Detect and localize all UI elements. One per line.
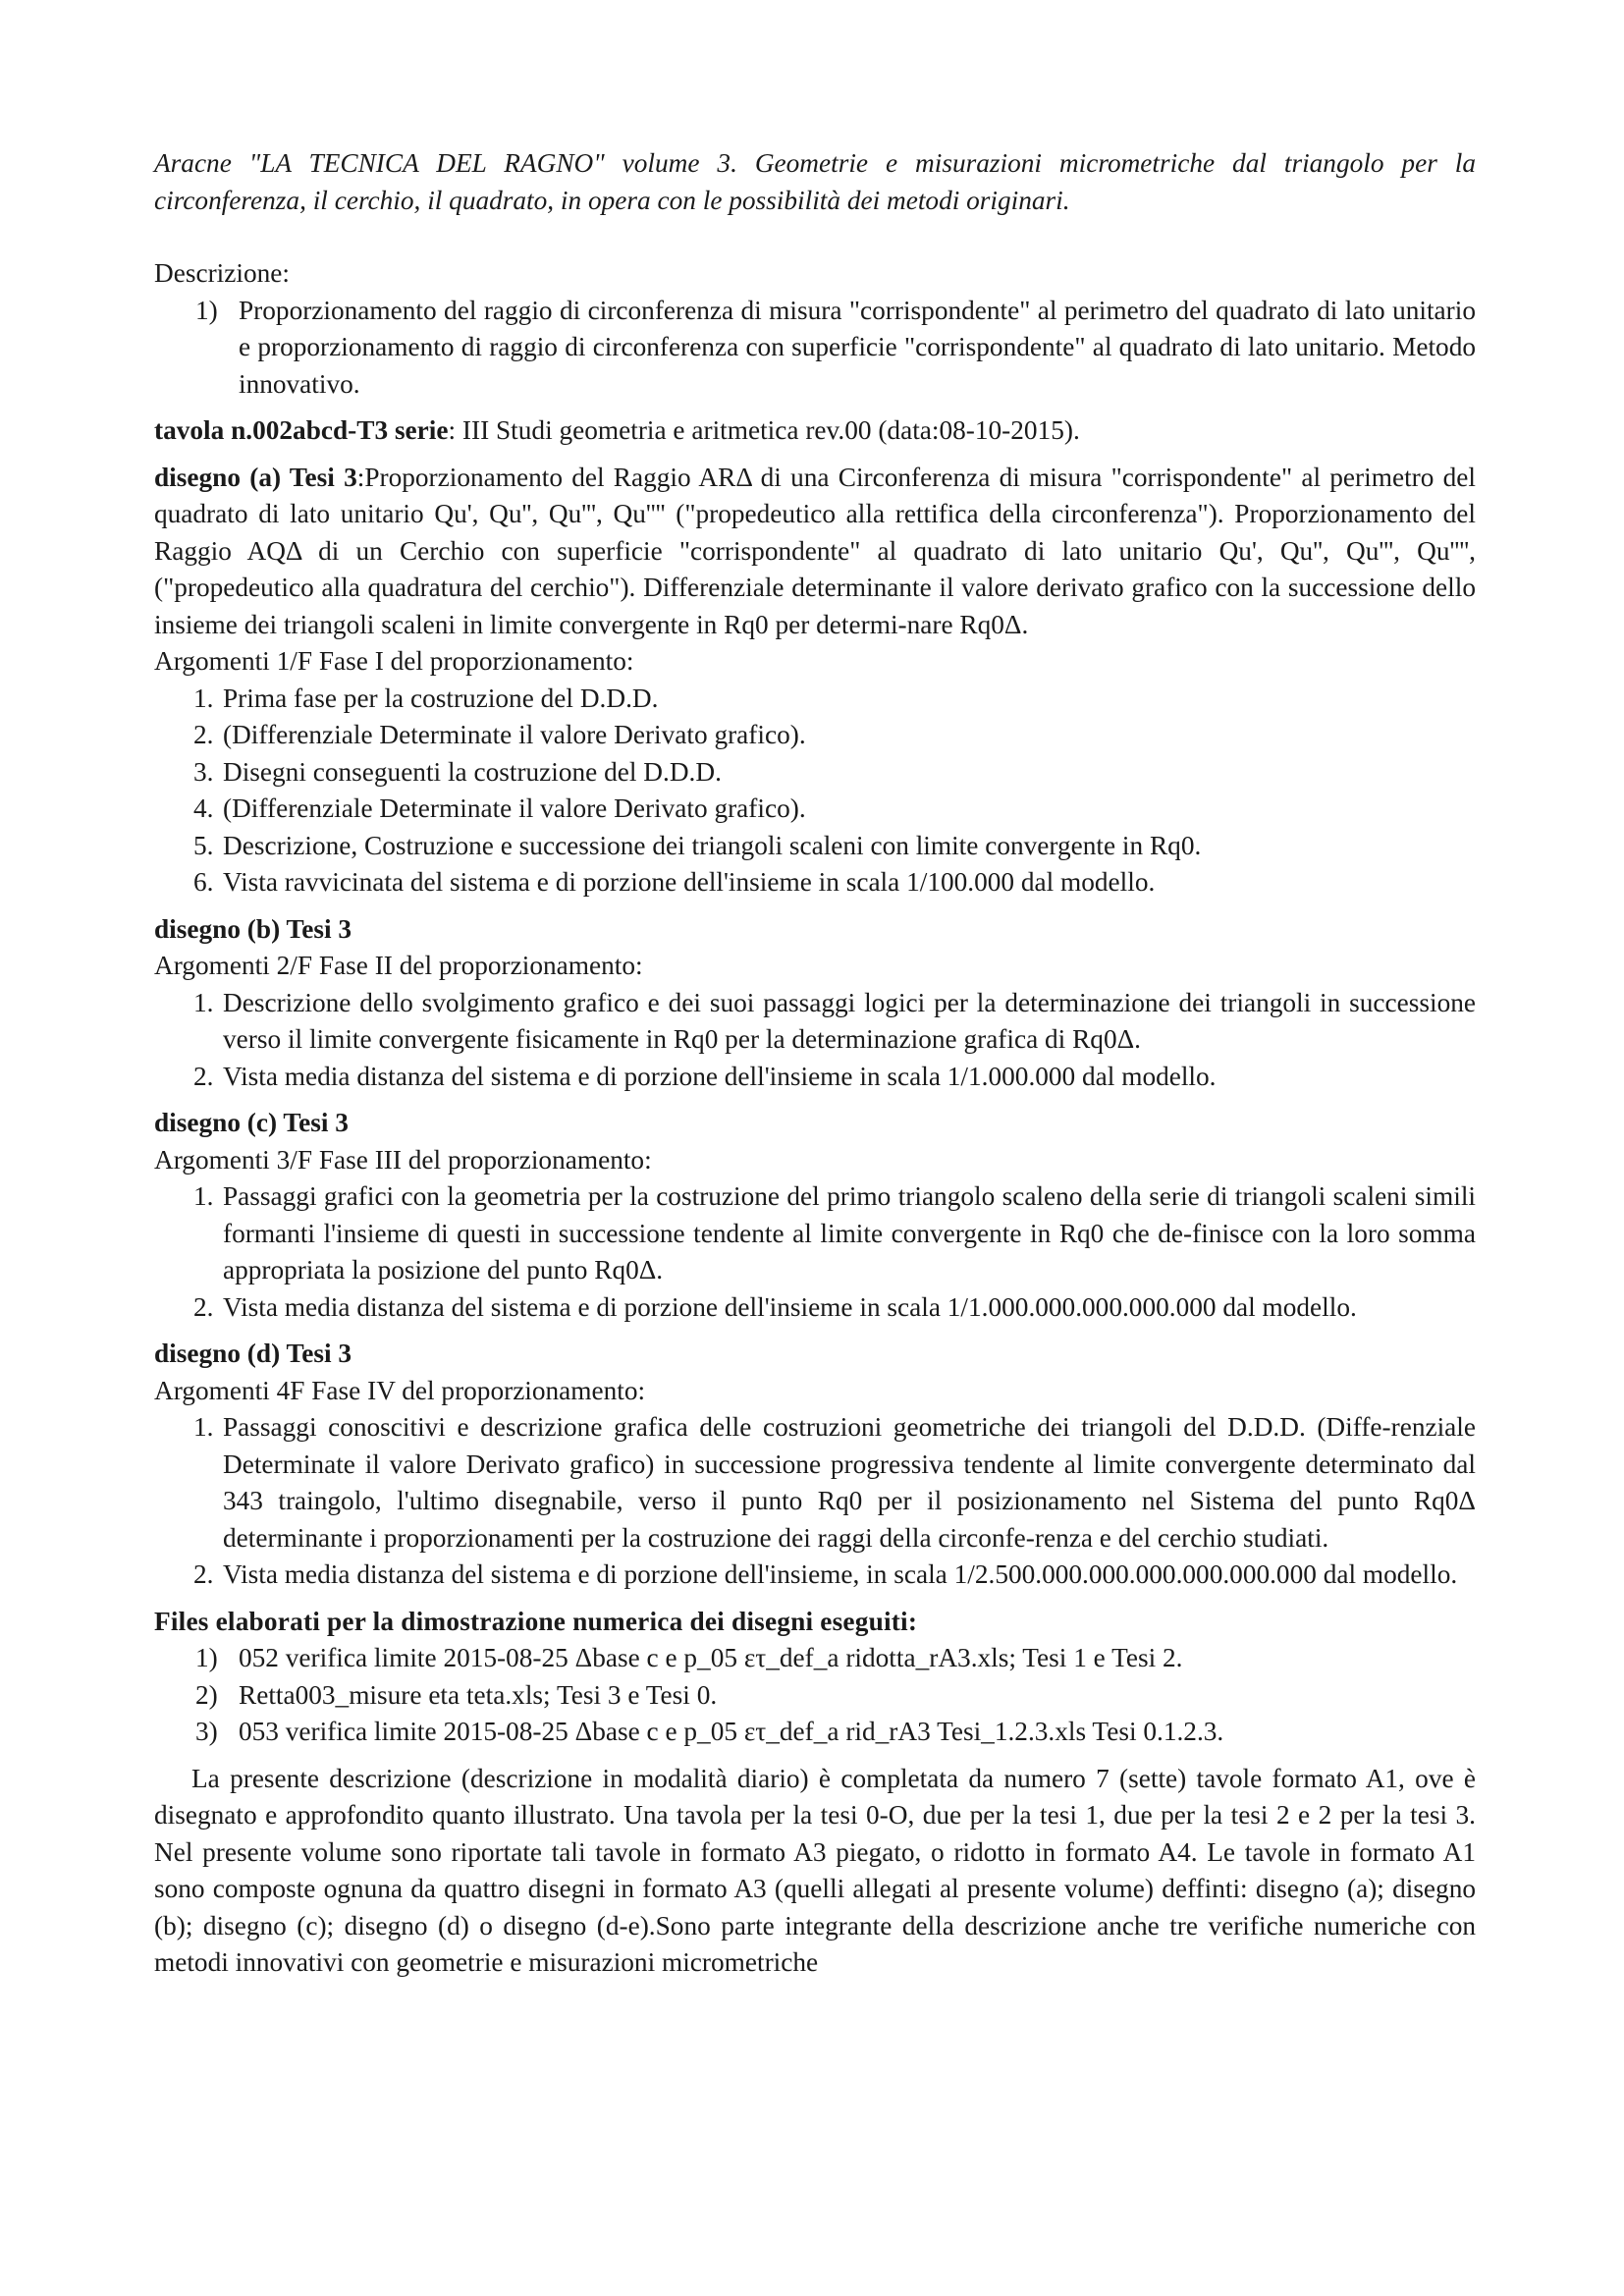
list-number: 1. bbox=[193, 1412, 214, 1442]
document-page bbox=[154, 145, 1476, 1982]
descrizione-label: Descrizione: bbox=[154, 258, 290, 288]
list-text: (Differenziale Determinate il valore Derivato grafico). bbox=[223, 720, 806, 749]
list-text: Descrizione dello svolgimento grafico e dei suoi passaggi logici per la determinazione dei triangoli in successione verso il limite convergente fisicamente in Rq0 per la determinazione grafica di Rq0Δ. bbox=[223, 987, 1476, 1054]
list-number: 1) bbox=[195, 295, 218, 325]
disegno-a-text: :Proporzionamento del Raggio ARΔ di una Circonferenza di misura "corrispondente" al perimetro del quadrato di lato unitario Qu', Qu'', Qu''', Qu'''' ("propedeutico alla rettifica della circonferenza"). Proporzionamento del Raggio AQΔ di un Cerchio con superficie "corrispondente" al quadrato di lato unitario Qu', Qu'', Qu''', Qu'''', ("propedeutico alla quadratura del cerchio"). Differenziale determinante il valore derivato grafico con la successione dello insieme dei triangoli scaleni in limite convergente in Rq0 per determi-nare Rq0Δ. bbox=[154, 462, 1476, 639]
list-text: Descrizione, Costruzione e successione dei triangoli scaleni con limite convergente in Rq0. bbox=[223, 830, 1202, 860]
files-heading: Files elaborati per la dimostrazione numerica dei disegni eseguiti: bbox=[154, 1606, 918, 1636]
list-item bbox=[195, 1714, 1476, 1751]
list-text: 053 verifica limite 2015-08-25 Δbase c e p_05 ετ_def_a rid_rA3 Tesi_1.2.3.xls Tesi 0.1.2.3. bbox=[239, 1717, 1224, 1746]
disegno-d-list bbox=[154, 1409, 1476, 1594]
list-number: 2. bbox=[193, 720, 214, 749]
disegno-b-heading: disegno (b) Tesi 3 bbox=[154, 913, 352, 944]
list-text: (Differenziale Determinate il valore Derivato grafico). bbox=[223, 793, 806, 823]
disegno-d-args: Argomenti 4F Fase IV del proporzionamento: bbox=[154, 1375, 646, 1405]
disegno-a-args: Argomenti 1/F Fase I del proporzionamento: bbox=[154, 646, 634, 676]
list-number: 3) bbox=[195, 1717, 218, 1746]
list-text: Vista media distanza del sistema e di porzione dell'insieme in scala 1/1.000.000 dal modello. bbox=[223, 1061, 1217, 1091]
list-number: 1. bbox=[193, 1181, 214, 1211]
list-text: Passaggi grafici con la geometria per la costruzione del primo triangolo scaleno della serie di triangoli scaleni simili formanti l'insieme di questi in successione tendente al limite convergente in Rq0 che de-finisce con la loro somma appropriata la posizione del punto Rq0Δ. bbox=[223, 1181, 1476, 1285]
list-text: Retta003_misure eta teta.xls; Tesi 3 e Tesi 0. bbox=[239, 1679, 718, 1710]
files-list bbox=[154, 1640, 1476, 1751]
disegno-b-args: Argomenti 2/F Fase II del proporzionamento: bbox=[154, 951, 643, 980]
list-text: Vista media distanza del sistema e di porzione dell'insieme, in scala 1/2.500.000.000.000.000.000.000 dal modello. bbox=[223, 1559, 1458, 1589]
disegno-d-heading: disegno (d) Tesi 3 bbox=[154, 1339, 352, 1368]
tavola-line bbox=[154, 412, 1476, 450]
list-item bbox=[193, 681, 1476, 718]
disegno-c-list bbox=[154, 1178, 1476, 1326]
list-item bbox=[195, 1640, 1476, 1677]
tavola-rest: : III Studi geometria e aritmetica rev.00 (data:08-10-2015). bbox=[448, 415, 1080, 445]
closing-paragraph: La presente descrizione (descrizione in modalità diario) è completata da numero 7 (sette) tavole formato A1, ove è disegnato e approfondito quanto illustrato. Una tavola per la tesi 0-O, due per la tesi 1, due per la tesi 2 e 2 per la tesi 3. Nel presente volume sono riportate tali tavole in formato A3 piegato, o ridotto in formato A4. Le tavole in formato A1 sono composte ognuna da quattro disegni in formato A3 (quelli allegati al presente volume) deffinti: disegno (a); disegno (b); disegno (c); disegno (d) o disegno (d-e).Sono parte integrante della descrizione anche tre verifiche numeriche con metodi innovativi con geometrie e misurazioni micrometriche bbox=[154, 1763, 1476, 1977]
list-text: 052 verifica limite 2015-08-25 Δbase c e p_05 ετ_def_a ridotta_rA3.xls; Tesi 1 e Tesi 2. bbox=[239, 1643, 1183, 1672]
list-number: 4. bbox=[193, 793, 214, 823]
list-item bbox=[193, 754, 1476, 792]
list-item bbox=[193, 864, 1476, 902]
intro-paragraph: Aracne "LA TECNICA DEL RAGNO" volume 3. Geometrie e misurazioni micrometriche dal triangolo per la circonferenza, il cerchio, il quadrato, in opera con le possibilità dei metodi originari. bbox=[154, 148, 1476, 215]
list-number: 2. bbox=[193, 1061, 214, 1091]
list-number: 2. bbox=[193, 1559, 214, 1589]
list-number: 5. bbox=[193, 830, 214, 860]
list-number: 2) bbox=[195, 1679, 218, 1710]
disegno-a-heading: disegno (a) Tesi 3 bbox=[154, 462, 357, 492]
list-number: 3. bbox=[193, 756, 214, 787]
list-text: Proporzionamento del raggio di circonferenza di misura "corrispondente" al perimetro del quadrato di lato unitario e proporzionamento di raggio di circonferenza con superficie "corrispondente" al quadrato di lato unitario. Metodo innovativo. bbox=[239, 295, 1476, 399]
list-item bbox=[193, 1059, 1476, 1096]
disegno-b-list bbox=[154, 985, 1476, 1096]
list-item bbox=[195, 1677, 1476, 1715]
list-number: 1. bbox=[193, 987, 214, 1017]
list-number: 1. bbox=[193, 683, 214, 713]
list-item bbox=[193, 1289, 1476, 1327]
list-item bbox=[195, 293, 1476, 404]
disegno-c-args: Argomenti 3/F Fase III del proporzionamento: bbox=[154, 1144, 652, 1175]
list-item bbox=[193, 1178, 1476, 1289]
list-text: Disegni conseguenti la costruzione del D.D.D. bbox=[223, 756, 722, 787]
list-item bbox=[193, 985, 1476, 1059]
list-item bbox=[193, 828, 1476, 865]
list-number: 2. bbox=[193, 1291, 214, 1322]
list-item bbox=[193, 1409, 1476, 1557]
list-text: Passaggi conoscitivi e descrizione grafica delle costruzioni geometriche dei triangoli del D.D.D. (Diffe-renziale Determinate il valore Derivato grafico) in successione progressiva tendente al limite convergente determinato dal 343 traingolo, l'ultimo disegnabile, verso il punto Rq0 per il posizionamento nel Sistema del punto Rq0Δ determinante i proporzionamenti per la costruzione dei raggi della circonfe-renza e del cerchio studiati. bbox=[223, 1412, 1476, 1553]
disegno-a-paragraph bbox=[154, 460, 1476, 644]
list-text: Vista media distanza del sistema e di porzione dell'insieme in scala 1/1.000.000.000.000.000 dal modello. bbox=[223, 1291, 1357, 1322]
tavola-bold: tavola n.002abcd-T3 serie bbox=[154, 415, 449, 445]
list-text: Prima fase per la costruzione del D.D.D. bbox=[223, 683, 659, 713]
list-item bbox=[193, 1557, 1476, 1594]
descrizione-list bbox=[154, 293, 1476, 404]
list-item bbox=[193, 717, 1476, 754]
disegno-c-heading: disegno (c) Tesi 3 bbox=[154, 1108, 349, 1137]
list-item bbox=[193, 791, 1476, 828]
list-number: 1) bbox=[195, 1643, 218, 1672]
list-text: Vista ravvicinata del sistema e di porzione dell'insieme in scala 1/100.000 dal modello. bbox=[223, 867, 1156, 897]
disegno-a-list bbox=[154, 681, 1476, 902]
list-number: 6. bbox=[193, 867, 214, 897]
